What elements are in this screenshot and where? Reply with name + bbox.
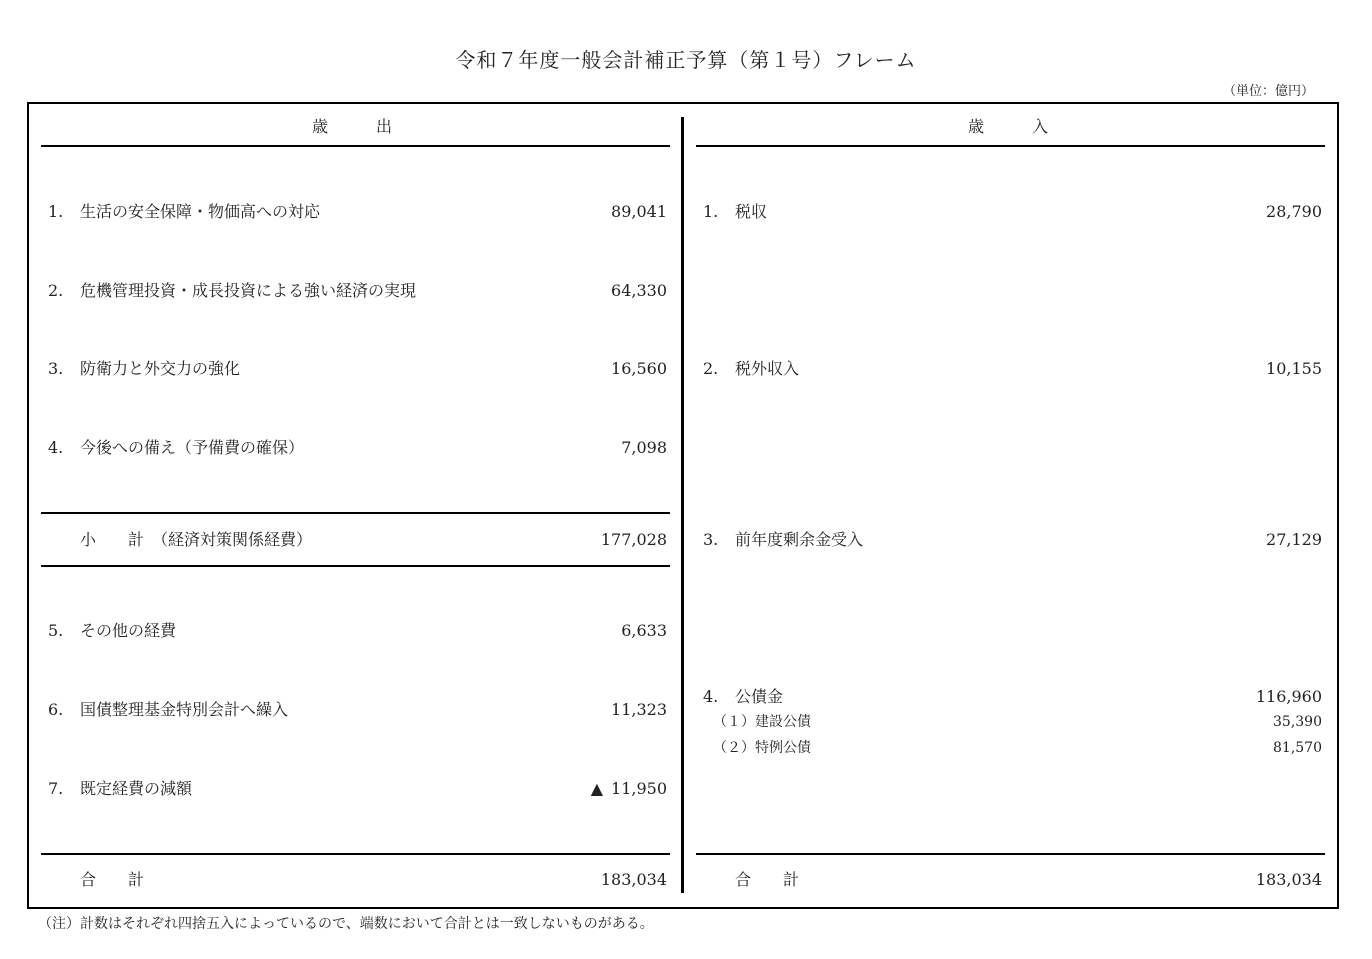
row-label: 税外収入 xyxy=(735,359,800,378)
row-label: 国債整理基金特別会計へ繰入 xyxy=(80,700,289,719)
row-label: 税収 xyxy=(735,202,768,221)
subtotal-value: 177,028 xyxy=(600,530,667,549)
row-value: 116,960 xyxy=(1255,687,1322,706)
sub-label: （２）特例公債 xyxy=(713,740,811,756)
revenue-header: 歳 入 xyxy=(968,117,1049,136)
row-label: 生活の安全保障・物価高への対応 xyxy=(80,202,321,221)
expenditure-row xyxy=(48,200,667,224)
expenditure-row xyxy=(48,777,667,801)
total-label: 合 計 xyxy=(735,870,800,889)
right-total-rule xyxy=(696,853,1325,855)
subtotal-bottom-rule xyxy=(41,565,670,567)
row-label: 危機管理投資・成長投資による強い経済の実現 xyxy=(80,281,417,300)
subtotal-label: 小 計 （経済対策関係経費） xyxy=(80,530,313,549)
row-label: 今後への備え（予備費の確保） xyxy=(80,438,305,457)
row-number: 3. xyxy=(703,530,719,549)
revenue-row xyxy=(703,357,1322,381)
subtotal-top-rule xyxy=(41,512,670,514)
total-value: 183,034 xyxy=(1255,870,1322,889)
footnote: （注）計数はそれぞれ四捨五入によっているので、端数において合計とは一致しないものがある。 xyxy=(38,916,654,932)
right-header-rule xyxy=(696,145,1325,147)
row-value: 28,790 xyxy=(1266,202,1322,221)
left-header-rule xyxy=(41,145,670,147)
subtotal-row xyxy=(48,528,667,552)
row-value: 27,129 xyxy=(1266,530,1322,549)
row-value: 89,041 xyxy=(611,202,667,221)
total-label: 合 計 xyxy=(80,870,145,889)
sub-value: 35,390 xyxy=(1273,714,1322,730)
expenditure-row xyxy=(48,698,667,722)
sub-value: 81,570 xyxy=(1273,740,1322,756)
expenditure-row xyxy=(48,357,667,381)
expenditure-row xyxy=(48,279,667,303)
column-divider xyxy=(681,117,684,893)
revenue-total-row xyxy=(703,868,1322,892)
row-number: 1. xyxy=(703,202,719,221)
decrease-triangle-icon: ▲ xyxy=(590,779,604,798)
row-value: 10,155 xyxy=(1266,359,1322,378)
unit-label: （単位：億円） xyxy=(1222,84,1314,99)
expenditure-header: 歳 出 xyxy=(312,117,393,136)
revenue-row xyxy=(703,528,1322,552)
row-value: 11,950 xyxy=(611,779,667,798)
row-value: 7,098 xyxy=(621,438,667,457)
revenue-row xyxy=(703,685,1322,709)
row-number: 1. xyxy=(48,202,64,221)
total-value: 183,034 xyxy=(600,870,667,889)
expenditure-row xyxy=(48,619,667,643)
left-total-rule xyxy=(41,853,670,855)
row-value: 16,560 xyxy=(611,359,667,378)
row-number: 4. xyxy=(48,438,64,457)
row-number: 6. xyxy=(48,700,64,719)
row-label: 既定経費の減額 xyxy=(80,779,193,798)
row-number: 3. xyxy=(48,359,64,378)
revenue-sub-row xyxy=(713,738,1322,758)
row-label: 公債金 xyxy=(735,687,784,706)
revenue-row xyxy=(703,200,1322,224)
page-title: 令和７年度一般会計補正予算（第１号）フレーム xyxy=(455,48,917,72)
row-number: 2. xyxy=(48,281,64,300)
row-number: 5. xyxy=(48,621,64,640)
row-label: その他の経費 xyxy=(80,621,177,640)
row-number: 7. xyxy=(48,779,64,798)
row-value: 6,633 xyxy=(621,621,667,640)
row-number: 4. xyxy=(703,687,719,706)
expenditure-row xyxy=(48,436,667,460)
sub-label: （１）建設公債 xyxy=(713,714,811,730)
row-label: 防衛力と外交力の強化 xyxy=(80,359,241,378)
row-label: 前年度剰余金受入 xyxy=(735,530,864,549)
revenue-sub-row xyxy=(713,712,1322,732)
row-value: 11,323 xyxy=(611,700,667,719)
row-value-with-marker xyxy=(591,777,667,801)
row-value: 64,330 xyxy=(611,281,667,300)
expenditure-total-row xyxy=(48,868,667,892)
row-number: 2. xyxy=(703,359,719,378)
